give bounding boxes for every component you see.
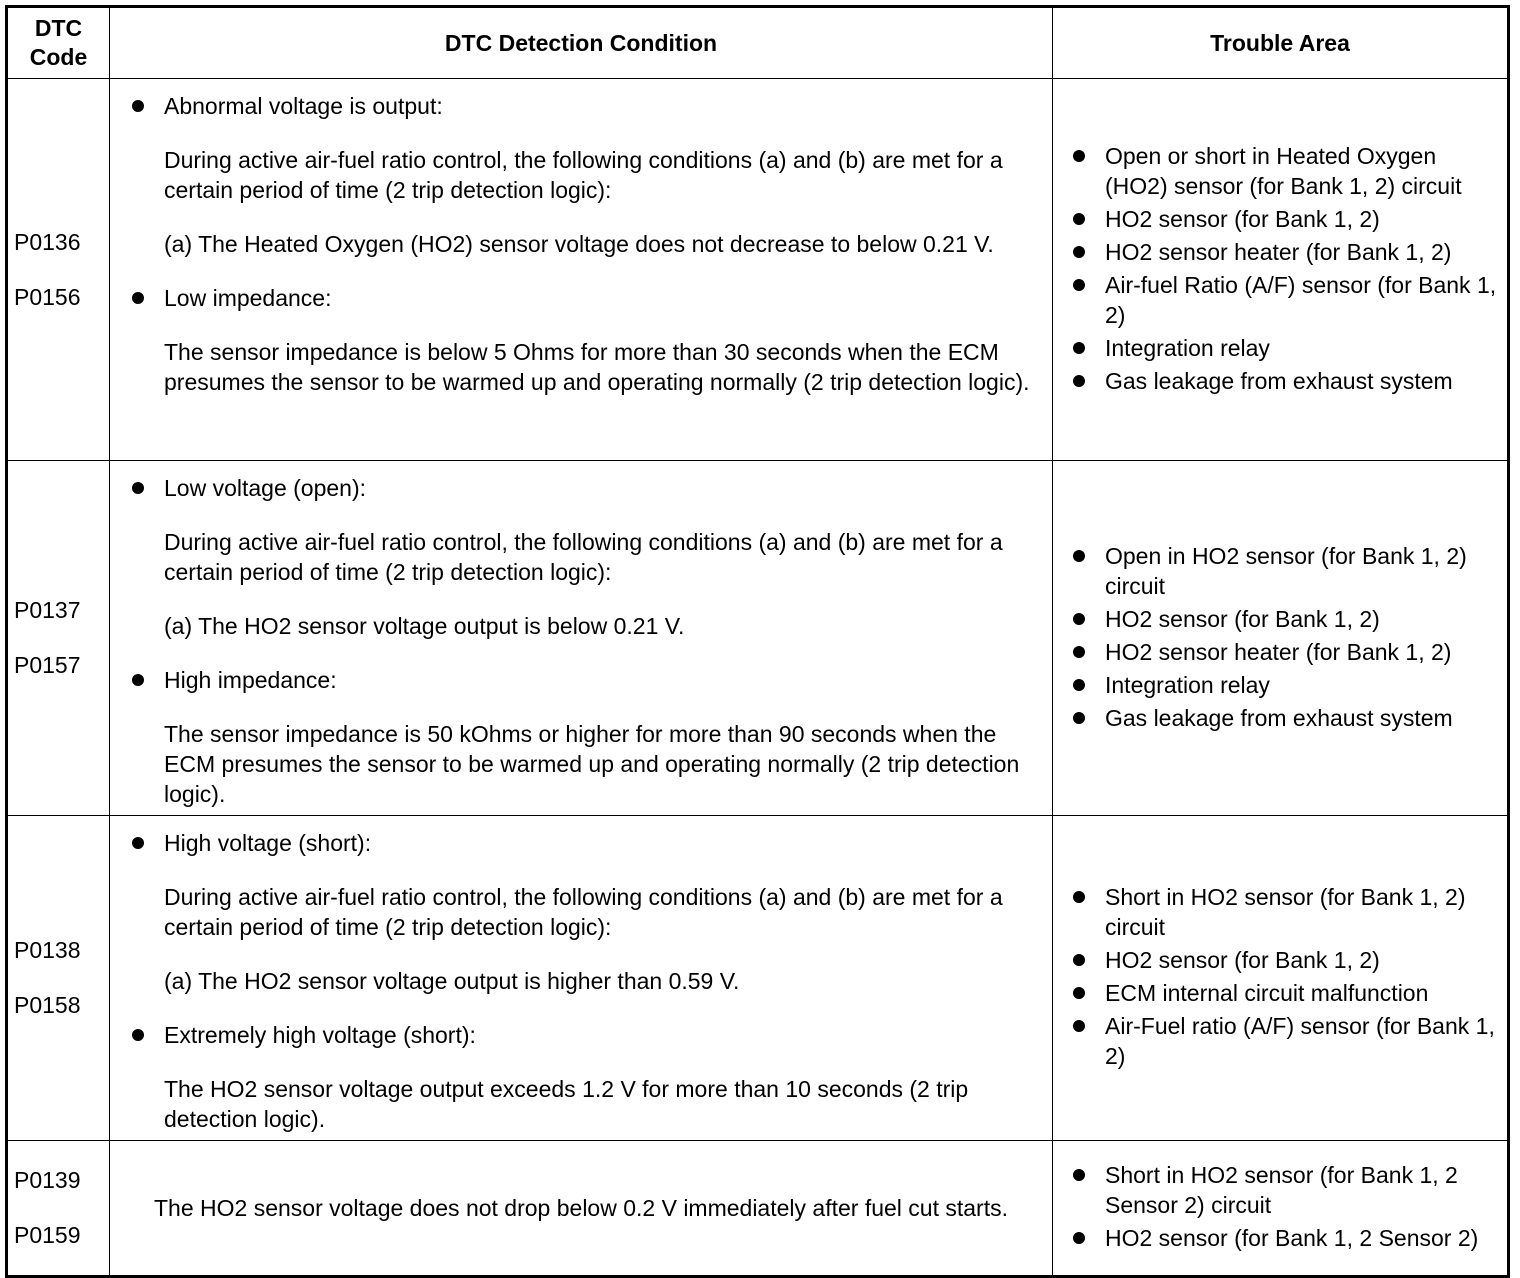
bullet-icon bbox=[1073, 613, 1085, 625]
bullet-icon bbox=[1073, 550, 1085, 562]
list-item bbox=[1073, 333, 1501, 363]
trouble-area-text: HO2 sensor heater (for Bank 1, 2) bbox=[1105, 638, 1452, 665]
dtc-code: P0136 bbox=[14, 228, 81, 255]
trouble-area-text: Gas leakage from exhaust system bbox=[1105, 704, 1453, 731]
trouble-area-cell bbox=[1053, 1141, 1509, 1277]
list-item bbox=[1073, 1223, 1501, 1253]
bullet-icon bbox=[1073, 213, 1085, 225]
bullet-icon bbox=[1073, 954, 1085, 966]
trouble-area-text: Air-Fuel ratio (A/F) sensor (for Bank 1, 2) bbox=[1105, 1013, 1495, 1069]
condition-paragraph: The sensor impedance is 50 kOhms or higher for more than 90 seconds when the ECM presumes the sensor to be warmed up and operating normally (2 trip detection logic). bbox=[164, 721, 1020, 807]
trouble-area-text: HO2 sensor (for Bank 1, 2) bbox=[1105, 605, 1380, 632]
bullet-icon bbox=[1073, 712, 1085, 724]
table-row bbox=[7, 461, 1509, 816]
condition-paragraph: (a) The HO2 sensor voltage output is higher than 0.59 V. bbox=[164, 968, 740, 994]
bullet-icon bbox=[1073, 375, 1085, 387]
trouble-area-text: Short in HO2 sensor (for Bank 1, 2) circuit bbox=[1105, 884, 1466, 940]
trouble-area-text: HO2 sensor heater (for Bank 1, 2) bbox=[1105, 238, 1452, 265]
bullet-icon bbox=[1073, 246, 1085, 258]
bullet-icon bbox=[1073, 1232, 1085, 1244]
list-item bbox=[1073, 366, 1501, 396]
trouble-area-list bbox=[1073, 882, 1501, 1071]
condition-paragraph: During active air-fuel ratio control, the following conditions (a) and (b) are met for a certain period of time (2 trip detection logic): bbox=[164, 529, 1003, 585]
detection-condition-cell bbox=[110, 79, 1053, 461]
header-dtc-code bbox=[7, 7, 110, 79]
condition-bullet bbox=[132, 283, 1042, 313]
bullet-icon bbox=[1073, 150, 1085, 162]
list-item bbox=[1073, 204, 1501, 234]
condition-bullet bbox=[132, 1020, 1042, 1050]
detection-condition-cell: The HO2 sensor voltage does not drop below 0.2 V immediately after fuel cut starts. bbox=[110, 1141, 1053, 1277]
condition-bullet-text: High voltage (short): bbox=[164, 830, 372, 856]
trouble-area-text: HO2 sensor (for Bank 1, 2 Sensor 2) bbox=[1105, 1225, 1479, 1251]
trouble-area-list bbox=[1073, 541, 1501, 733]
bullet-icon bbox=[132, 292, 144, 304]
bullet-icon bbox=[1073, 342, 1085, 354]
dtc-code-cell bbox=[7, 461, 110, 816]
dtc-code: P0139 bbox=[14, 1167, 81, 1193]
header-trouble-area: Trouble Area bbox=[1053, 7, 1509, 79]
trouble-area-text: Air-fuel Ratio (A/F) sensor (for Bank 1, 2) bbox=[1105, 271, 1497, 328]
dtc-code: P0137 bbox=[14, 597, 81, 623]
trouble-area-text: Short in HO2 sensor (for Bank 1, 2 Sensor 2) circuit bbox=[1105, 1162, 1458, 1218]
table-row bbox=[7, 816, 1509, 1141]
table-row bbox=[7, 1141, 1509, 1277]
trouble-area-text: Open or short in Heated Oxygen (HO2) sensor (for Bank 1, 2) circuit bbox=[1105, 142, 1462, 199]
list-item bbox=[1073, 1011, 1501, 1071]
dtc-table bbox=[5, 5, 1510, 1278]
header-dtc-code-line2: Code bbox=[29, 44, 88, 70]
condition-bullet bbox=[132, 91, 1042, 121]
condition-bullet-text: Extremely high voltage (short): bbox=[164, 1022, 476, 1048]
bullet-icon bbox=[1073, 891, 1085, 903]
dtc-code: P0157 bbox=[14, 652, 81, 678]
list-item bbox=[1073, 670, 1501, 700]
trouble-area-text: Open in HO2 sensor (for Bank 1, 2) circuit bbox=[1105, 542, 1467, 599]
trouble-area-cell bbox=[1053, 461, 1509, 816]
list-item bbox=[1073, 882, 1501, 942]
detection-condition-cell bbox=[110, 816, 1053, 1141]
header-detection-condition: DTC Detection Condition bbox=[110, 7, 1053, 79]
trouble-area-cell bbox=[1053, 79, 1509, 461]
list-item bbox=[1073, 541, 1501, 601]
dtc-code-cell bbox=[7, 79, 110, 461]
dtc-code-cell bbox=[7, 1141, 110, 1277]
dtc-code: P0158 bbox=[14, 992, 81, 1018]
condition-paragraph: (a) The HO2 sensor voltage output is below 0.21 V. bbox=[164, 613, 685, 639]
condition-paragraph: The sensor impedance is below 5 Ohms for more than 30 seconds when the ECM presumes the sensor to be warmed up and operating normally (2 trip detection logic). bbox=[164, 339, 1030, 395]
trouble-area-text: Gas leakage from exhaust system bbox=[1105, 367, 1453, 394]
condition-paragraph: (a) The Heated Oxygen (HO2) sensor voltage does not decrease to below 0.21 V. bbox=[164, 231, 994, 257]
dtc-code: P0138 bbox=[14, 937, 81, 963]
condition-bullet-text: Low voltage (open): bbox=[164, 475, 367, 501]
condition-paragraph: During active air-fuel ratio control, the following conditions (a) and (b) are met for a certain period of time (2 trip detection logic): bbox=[164, 884, 1003, 940]
list-item bbox=[1073, 237, 1501, 267]
trouble-area-text: ECM internal circuit malfunction bbox=[1105, 980, 1429, 1006]
list-item bbox=[1073, 637, 1501, 667]
trouble-area-text: Integration relay bbox=[1105, 334, 1270, 361]
bullet-icon bbox=[132, 674, 144, 686]
bullet-icon bbox=[132, 837, 144, 849]
bullet-icon bbox=[1073, 1169, 1085, 1181]
condition-bullet-text: Low impedance: bbox=[164, 285, 332, 311]
dtc-code: P0156 bbox=[14, 283, 81, 310]
condition-bullet bbox=[132, 828, 1042, 858]
bullet-icon bbox=[132, 482, 144, 494]
condition-bullet-text: Abnormal voltage is output: bbox=[164, 93, 443, 119]
list-item bbox=[1073, 604, 1501, 634]
bullet-icon bbox=[1073, 646, 1085, 658]
trouble-area-list bbox=[1073, 1160, 1501, 1253]
bullet-icon bbox=[1073, 279, 1085, 291]
condition-bullet bbox=[132, 473, 1042, 503]
trouble-area-text: HO2 sensor (for Bank 1, 2) bbox=[1105, 947, 1380, 973]
dtc-code-cell bbox=[7, 816, 110, 1141]
list-item bbox=[1073, 978, 1501, 1008]
dtc-code: P0159 bbox=[14, 1222, 81, 1248]
list-item bbox=[1073, 141, 1501, 201]
list-item bbox=[1073, 270, 1501, 330]
bullet-icon bbox=[132, 1029, 144, 1041]
detection-condition-cell bbox=[110, 461, 1053, 816]
bullet-icon bbox=[1073, 987, 1085, 999]
list-item bbox=[1073, 703, 1501, 733]
bullet-icon bbox=[132, 100, 144, 112]
table-header-row bbox=[7, 7, 1509, 79]
trouble-area-cell bbox=[1053, 816, 1509, 1141]
condition-paragraph: During active air-fuel ratio control, the following conditions (a) and (b) are met for a certain period of time (2 trip detection logic): bbox=[164, 147, 1003, 203]
trouble-area-list bbox=[1073, 141, 1501, 396]
table-row bbox=[7, 79, 1509, 461]
trouble-area-text: HO2 sensor (for Bank 1, 2) bbox=[1105, 205, 1380, 232]
list-item bbox=[1073, 1160, 1501, 1220]
condition-bullet-text: High impedance: bbox=[164, 667, 337, 693]
trouble-area-text: Integration relay bbox=[1105, 671, 1270, 698]
bullet-icon bbox=[1073, 679, 1085, 691]
list-item bbox=[1073, 945, 1501, 975]
condition-bullet bbox=[132, 665, 1042, 695]
header-dtc-code-line1: DTC bbox=[34, 15, 83, 41]
bullet-icon bbox=[1073, 1020, 1085, 1032]
condition-paragraph: The HO2 sensor voltage output exceeds 1.2 V for more than 10 seconds (2 trip detection logic). bbox=[164, 1076, 969, 1132]
